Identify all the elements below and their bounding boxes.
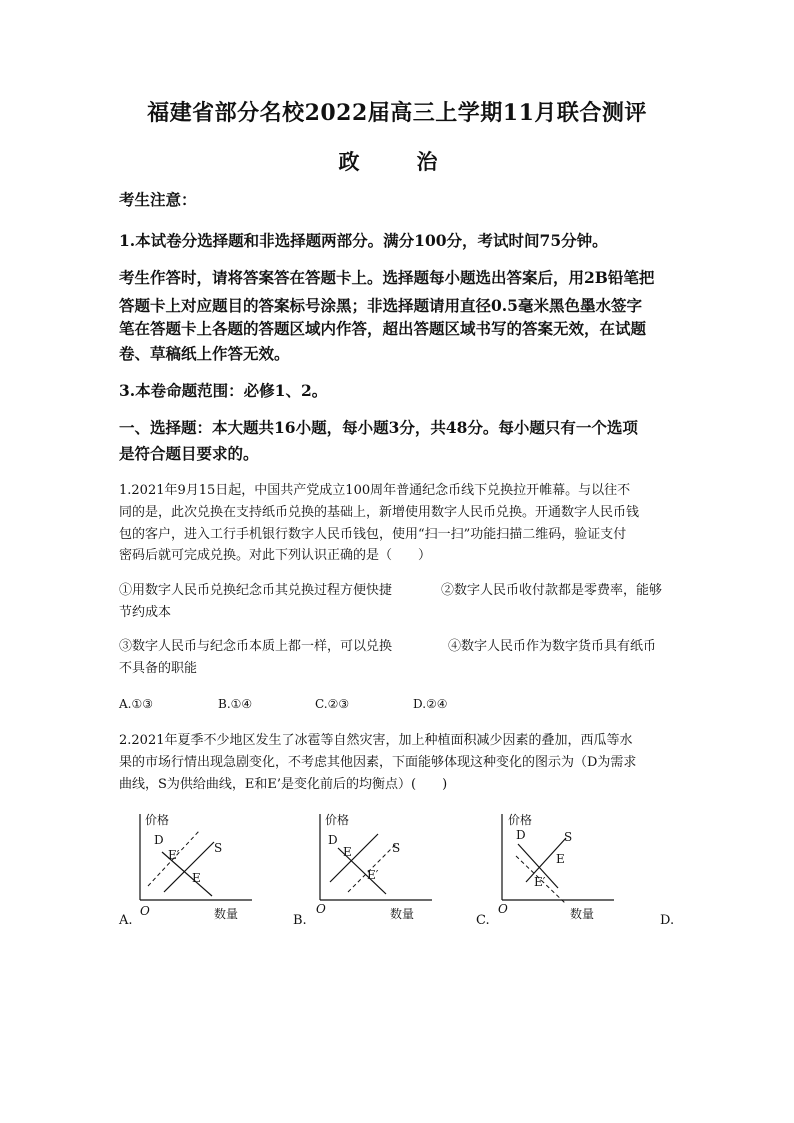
notice-item-2-line-3: 笔在答题卡上各题的答题区域内作答，超出答题区域书写的答案无效，在试题 <box>119 319 647 338</box>
page-title: 福建省部分名校2022届高三上学期11月联合测评 <box>147 100 647 126</box>
origin-label: O <box>498 902 508 916</box>
section-heading-line-1: 一、选择题：本大题共16小题，每小题3分，共48分。每小题只有一个选项 <box>119 418 638 437</box>
q1-option-a[interactable]: A.①③ <box>119 697 153 711</box>
demand-label: D <box>154 833 164 847</box>
q2-stem-line-3: 曲线，S为供给曲线，E和E’是变化前后的均衡点）( ) <box>119 777 448 792</box>
demand-label: D <box>516 828 526 842</box>
q1-option-c[interactable]: C.②③ <box>315 697 350 711</box>
q1-statement-2: ②数字人民币收付款都是零费率，能够 <box>441 583 663 598</box>
origin-label: O <box>140 904 150 918</box>
notice-item-2-line-2: 答题卡上对应题目的答案标号涂黑；非选择题请用直径0.5毫米黑色墨水签字 <box>119 296 642 315</box>
equilibrium-new-label: E′ <box>534 875 546 889</box>
quantity-label: 数量 <box>390 907 415 921</box>
q1-stem-line-1: 1.2021年9月15日起，中国共产党成立100周年普通纪念币线下兑换拉开帷幕。与以往不 <box>119 483 631 498</box>
q2-stem-line-1: 2.2021年夏季不少地区发生了冰雹等自然灾害，加上种植面积减少因素的叠加，西瓜等水 <box>119 733 633 748</box>
q2-option-b[interactable]: B. <box>293 913 307 928</box>
q1-statement-4-cont: 不具备的职能 <box>119 661 198 676</box>
price-label: 价格 <box>325 813 350 827</box>
notice-item-3: 3.本卷命题范围：必修1、2。 <box>119 381 328 400</box>
q1-option-b[interactable]: B.①④ <box>218 697 253 711</box>
q2-option-d[interactable]: D. <box>660 913 675 928</box>
equilibrium-label: E <box>192 871 201 885</box>
supply-label: S <box>564 830 573 844</box>
q1-statement-4: ④数字人民币作为数字货币具有纸币 <box>448 639 657 654</box>
origin-label: O <box>316 902 326 916</box>
q2-option-a[interactable]: A. <box>119 913 133 928</box>
q1-stem-line-3: 包的客户，进入工行手机银行数字人民币钱包，使用“扫一扫”功能扫描二维码，验证支付 <box>119 527 627 542</box>
section-heading-line-2: 是符合题目要求的。 <box>119 444 259 463</box>
diagram-c <box>494 808 624 923</box>
subject-title: 政 治 <box>338 149 456 174</box>
notice-item-2-line-4: 卷、草稿纸上作答无效。 <box>119 344 290 363</box>
q1-option-d[interactable]: D.②④ <box>413 697 448 711</box>
q1-stem-line-4: 密码后就可完成兑换。对此下列认识正确的是（ ） <box>119 548 432 563</box>
equilibrium-new-label: E′ <box>168 848 180 862</box>
notice-heading: 考生注意： <box>119 190 197 209</box>
demand-label: D <box>328 833 338 847</box>
equilibrium-new-label: E′ <box>367 868 379 882</box>
quantity-label: 数量 <box>214 907 239 921</box>
q2-option-c[interactable]: C. <box>476 913 490 928</box>
q1-stem-line-2: 同的是，此次兑换在支持纸币兑换的基础上，新增使用数字人民币兑换。开通数字人民币钱 <box>119 505 640 520</box>
quantity-label: 数量 <box>570 907 595 921</box>
q1-statement-3: ③数字人民币与纪念币本质上都一样，可以兑换 <box>119 639 393 654</box>
q1-statement-1: ①用数字人民币兑换纪念币其兑换过程方便快捷 <box>119 583 393 598</box>
equilibrium-label: E <box>343 845 352 859</box>
notice-item-1: 1.本试卷分选择题和非选择题两部分。满分100分，考试时间75分钟。 <box>119 231 608 250</box>
supply-label: S <box>214 841 223 855</box>
diagram-a <box>132 808 262 923</box>
diagram-b <box>312 808 442 923</box>
q2-stem-line-2: 果的市场行情出现急剧变化，不考虑其他因素，下面能够体现这种变化的图示为（D为需求 <box>119 755 637 770</box>
q1-statement-2-cont: 节约成本 <box>119 605 172 620</box>
price-label: 价格 <box>508 813 533 827</box>
price-label: 价格 <box>145 813 170 827</box>
equilibrium-label: E <box>556 852 565 866</box>
supply-label: S <box>392 841 401 855</box>
notice-item-2-line-1: 考生作答时，请将答案答在答题卡上。选择题每小题选出答案后，用2B铅笔把 <box>119 268 655 287</box>
